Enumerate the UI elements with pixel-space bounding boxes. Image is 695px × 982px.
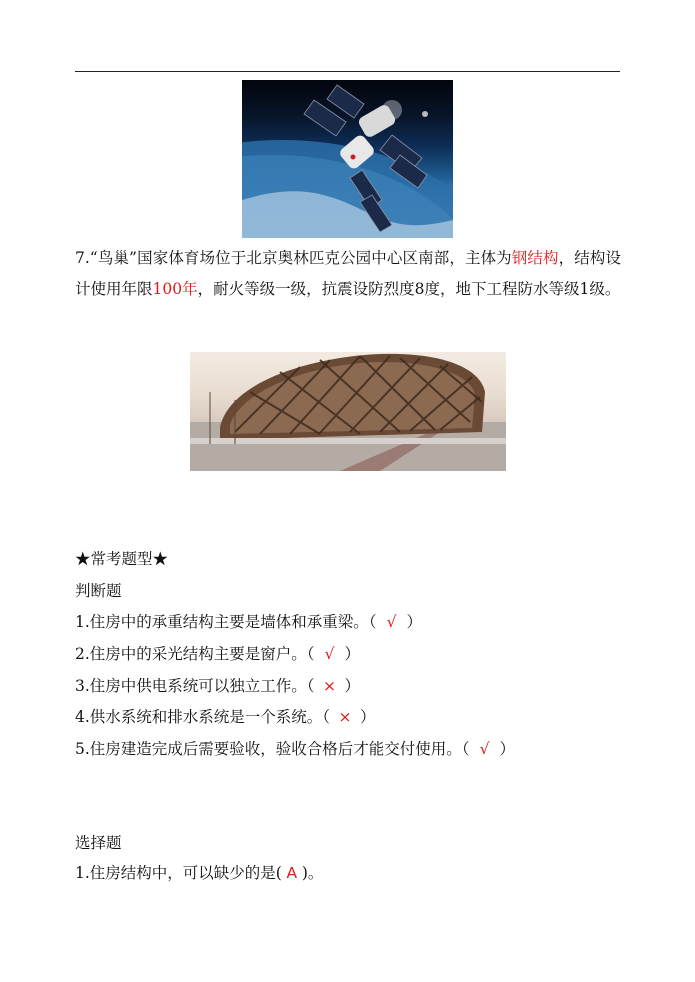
check-mark-icon: √ (479, 740, 490, 758)
mc-question-1-close: )。 (301, 864, 324, 882)
cross-mark-icon: × (323, 677, 337, 695)
mc-question-1-text: 1.住房结构中，可以缺少的是( (75, 864, 282, 882)
space-station-image (242, 80, 453, 238)
tf-question-2-text: 2.住房中的采光结构主要是窗户。（ (75, 645, 315, 663)
tf-question-1-close: ） (406, 613, 423, 631)
tf-question-2-close: ） (344, 645, 361, 663)
tf-question-1-text: 1.住房中的承重结构主要是墙体和承重梁。（ (75, 613, 377, 631)
tf-question-4 (75, 706, 376, 728)
tf-question-3-close: ） (344, 677, 361, 695)
birds-nest-illustration (190, 352, 506, 471)
tf-question-2 (75, 643, 360, 665)
passage-text-1: 7.“鸟巢”国家体育场位于北京奥林匹克公园中心区南部，主体为 (75, 249, 512, 267)
space-station-illustration (242, 80, 453, 238)
multiple-choice-heading: 选择题 (75, 834, 122, 852)
tf-question-5-text: 5.住房建造完成后需要验收，验收合格后才能交付使用。（ (75, 740, 470, 758)
cross-mark-icon: × (338, 708, 352, 726)
header-rule (75, 71, 620, 72)
section-heading: ★常考题型★ (75, 550, 169, 568)
birds-nest-image (190, 352, 506, 471)
tf-question-3 (75, 675, 360, 697)
tf-question-5-close: ） (499, 740, 516, 758)
highlight-100-years: 100年 (152, 280, 198, 298)
tf-question-4-close: ） (360, 708, 376, 726)
nest-passage (75, 243, 621, 305)
highlight-steel-structure: 钢结构 (511, 249, 559, 267)
mc-question-1-answer: A (286, 864, 298, 882)
check-mark-icon: √ (324, 645, 335, 663)
tf-question-1 (75, 611, 422, 633)
mc-question-1 (75, 862, 323, 884)
passage-text-2: ，结构设计使用年限 (75, 249, 621, 298)
tf-question-4-text: 4.供水系统和排水系统是一个系统。（ (75, 708, 331, 726)
tf-question-5 (75, 738, 515, 760)
true-false-heading: 判断题 (75, 582, 122, 600)
tf-question-3-text: 3.住房中供电系统可以独立工作。（ (75, 677, 315, 695)
check-mark-icon: √ (386, 613, 397, 631)
passage-text-3: ，耐火等级一级，抗震设防烈度8度，地下工程防水等级1级。 (197, 280, 621, 298)
